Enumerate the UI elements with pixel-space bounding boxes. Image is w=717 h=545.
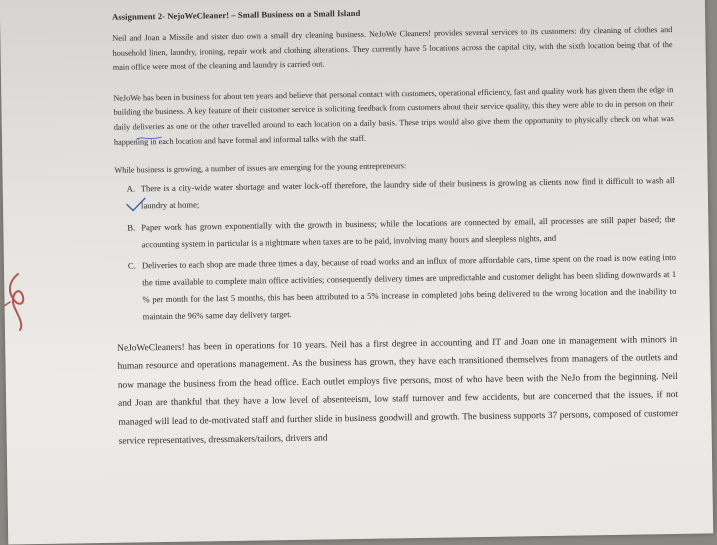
issue-marker-c: C. (127, 260, 136, 271)
pen-mark-icon (134, 125, 164, 147)
closing-paragraph: NeJoWeCleaners! has been in operations for 10 years. Neil has a first degree in accounting and IT and Joan one in management with minors in human resource and operations management. As the business has grown, they have each transitioned themselves from managers of the outlets and now manage the business from the head office. Each outlet employs five persons, most of who have been with the NeJo from the beginning. Neil and Joan are thankful that they have a low level of absenteeism, low staff turnover and few accidents, but are concerned that the issues, if not managed will lead to de-motivated staff and further slide in business goodwill and growth. The business supports 37 persons, composed of customer service representatives, dressmakers/tailors, drivers and (117, 334, 679, 447)
issue-text-a: There is a city-wide water shortage and water lock-off therefore, the laundry side of their business is growing as clients now find it difficult to wash all laundry at home; (140, 175, 675, 211)
issue-text-c: Deliveries to each shop are made three times a day, because of road works and an influx of more affordable cars, time spent on the road is now eating into the time available to complete main office activities; consequently delivery times are unpredictable and customer delight has been sliding downwards at 1 % per month for the last 5 months, this has been attributed to a 5% increase in completed jobs being delivered to the wrong location and the inability to maintain the 96% same day delivery target. (141, 252, 677, 322)
issue-item-c (116, 249, 677, 325)
paperclip-icon (0, 272, 40, 332)
paragraph-2: NeJoWe has been in business for about ten years and believe that personal contact with customers, operational efficiency, fast and quality work has given them the edge in building the business. A key feature of their customer service is soliciting feedback from customers about their service quality, this they were able to do in person on their daily deliveries as one or the other travelled around to each location on a daily basis. These trips would also give them the opportunity to physically check on what was happening in each location and have formal and informal talks with the staff. (113, 84, 674, 147)
issues-intro: While business is growing, a number of issues are emerging for the young entrepreneurs: (114, 161, 407, 175)
issue-item-a (115, 172, 675, 214)
issue-text-b: Paper work has grown exponentially with the growth in business; while the locations are connected by email, all processes are still paper based; the accounting system in particular is a nightmare when taxes are to be paid, involving many hours and sleepless nights, and (141, 213, 676, 249)
issue-marker-b: B. (127, 222, 136, 233)
document-title: Assignment 2- NejoWeCleaner! – Small Business on a Small Island (111, 7, 361, 22)
issues-list (115, 172, 677, 325)
issue-item-b (115, 211, 675, 253)
closing-section (117, 331, 679, 451)
paragraph-1: Neil and Joan a Missile and sister duo own a small dry cleaning business. NeJoWe Cleaners! provides several services to its customers: dry cleaning of clothes and household linen, laundry, ironing, repair work and clothing alterations. They currently have 5 locations across the capital city, with the sixth location being that of the main office were most of the cleaning and laundry is carried out. (112, 25, 673, 72)
intro-paragraphs (112, 23, 674, 150)
checkmark-icon (125, 195, 147, 213)
issue-marker-a: A. (126, 183, 136, 194)
document-page (112, 3, 679, 451)
